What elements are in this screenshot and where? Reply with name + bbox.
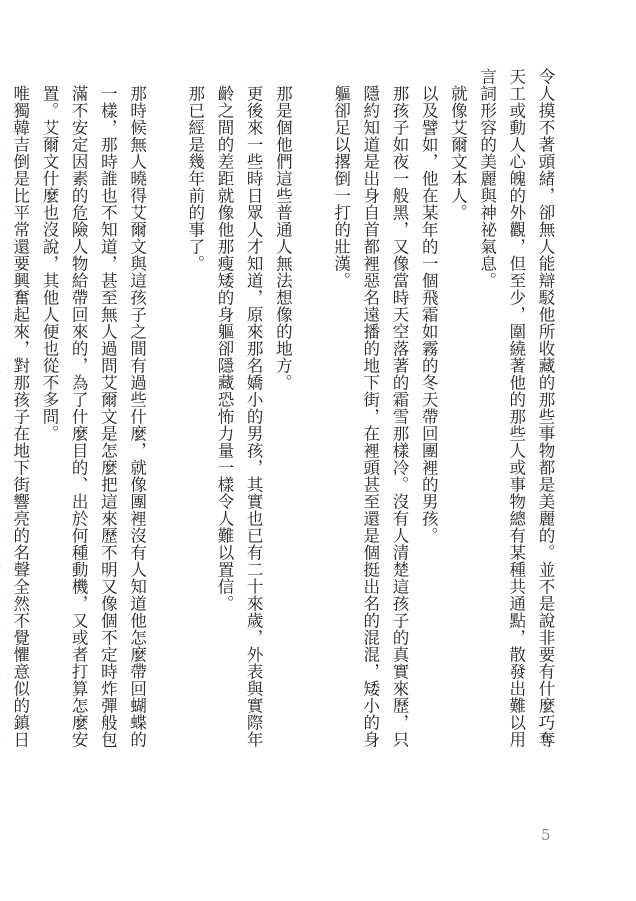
paragraph-6: 更後來一些時日眾人才知道，原來那名嬌小的男孩，其實也已有二十來歲，外表與實際年齡之間的差距就像他那瘦矮的身軀卻隱藏恐怖力量一樣令人難以置信。: [214, 85, 264, 748]
paragraph-7: 那已經是幾年前的事了。: [185, 85, 205, 272]
paragraph-8: 那時候無人曉得艾爾文與這孩子之間有過些什麼，就像團裡沒有人知道他怎麼帶回蝴蝶的一樣，那時誰也不知道，甚至無人過問艾爾文是怎麼把這來歷不明又像個不定時炸彈般包滿不安定因素的危險人物給帶回來的，為了什麼目的、出於何種動機，又或者打算怎麼安置。艾爾文什麼也沒說，其他人便也從不多問。: [39, 85, 147, 748]
paragraph-9: 唯獨韓吉倒是比平常還要興奮起來，對那孩子在地下街響亮的名聲全然不覺懼意似的鎮日: [10, 85, 30, 748]
body-text: [0, 68, 560, 758]
paragraph-3: 以及譬如，他在某年的一個飛霜如霧的冬天帶回團裡的男孩。: [419, 85, 439, 544]
paragraph-2: 就像艾爾文本人。: [448, 85, 468, 221]
paragraph-1: 令人摸不著頭緒，卻無人能辯駁他所收藏的那些事物都是美麗的。並不是說非要有什麼巧奪天工或動人心魄的外觀，但至少，圍繞著他的那些人或事物總有某種共通點，散發出難以用言詞形容的美麗與神祕氣息。: [477, 68, 555, 748]
paragraph-5: 那是個他們這些普通人無法想像的地方。: [273, 85, 293, 391]
page-number: 5: [541, 826, 551, 844]
paragraph-4: 那孩子如夜一般黑，又像當時天空落著的霜雪那樣冷。沒有人清楚這孩子的真實來歷，只隱約知道是出身自首都裡惡名遠播的地下街，在裡頭甚至還是個挺出名的混混，矮小的身軀卻足以撂倒一打的壯漢。: [331, 85, 409, 748]
